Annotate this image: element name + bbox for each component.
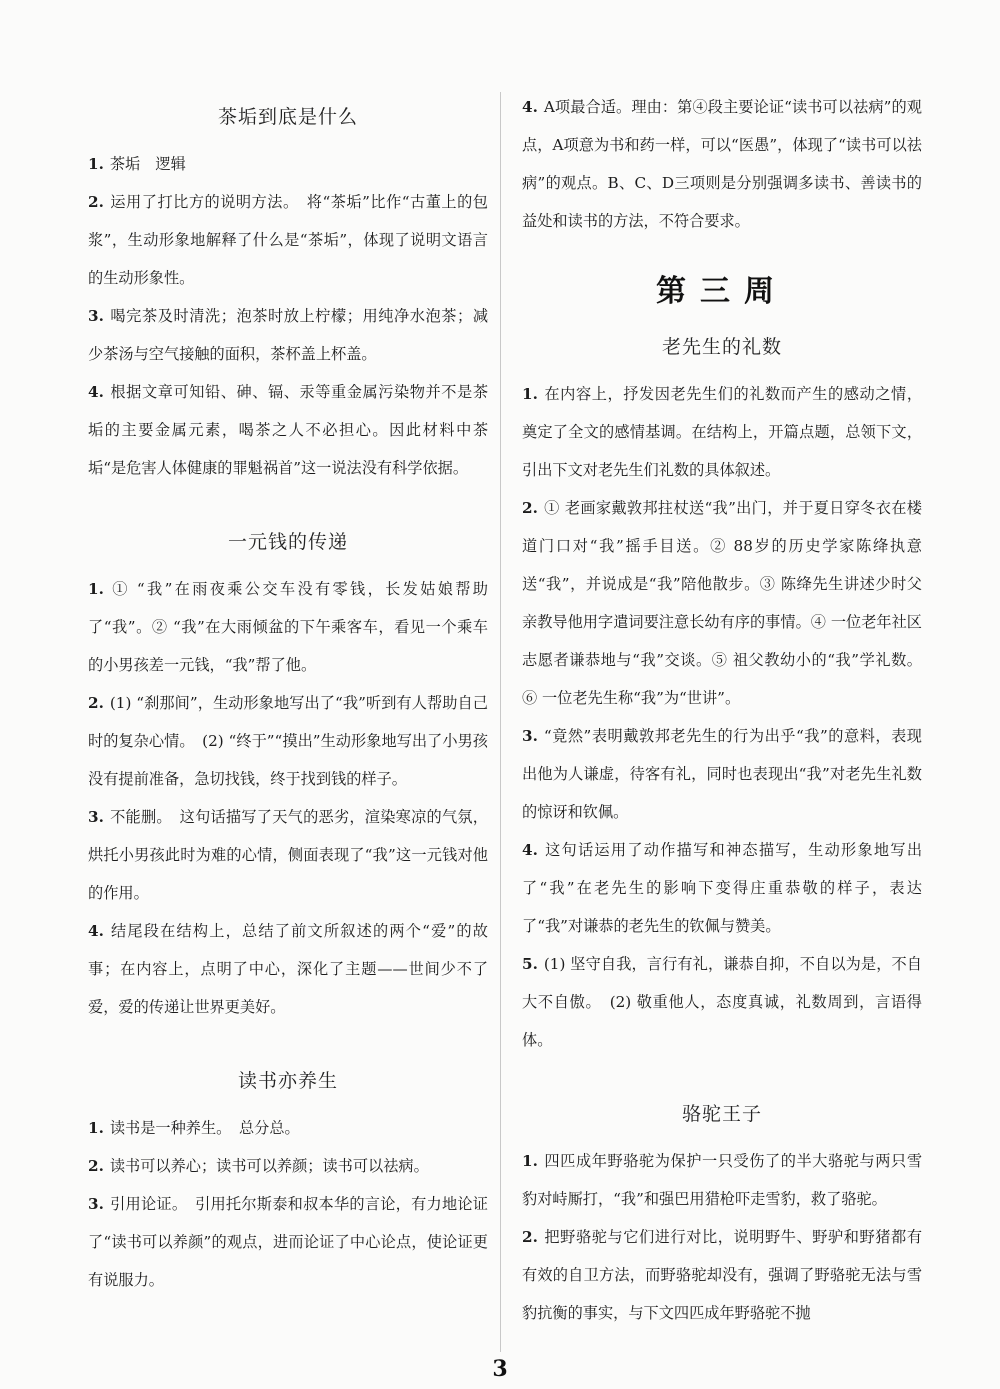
section-title-camel-prince: 骆驼王子	[681, 1103, 762, 1125]
answer-item: 2. 运用了打比方的说明方法。 将“茶垢”比作“古董上的包浆”，生动形象地解释了什么是“茶垢”，体现了说明文语言的生动形象性。	[88, 193, 488, 287]
answer-item: 2. 把野骆驼与它们进行对比，说明野牛、野驴和野猪都有有效的自卫方法，而野骆驼却没有，强调了野骆驼无法与雪豹抗衡的事实，与下文四匹成年野骆驼不抛	[522, 1228, 922, 1322]
page-number: 3	[492, 1356, 508, 1382]
answer-item: 1. 四匹成年野骆驼为保护一只受伤了的半大骆驼与两只雪豹对峙厮打，“我”和强巴用猎枪吓走雪豹，救了骆驼。	[522, 1152, 922, 1208]
answer-item: 4. 这句话运用了动作描写和神态描写，生动形象地写出了“我”在老先生的影响下变得庄重恭敬的样子，表达了“我”对谦恭的老先生的钦佩与赞美。	[522, 841, 922, 935]
right-column	[522, 88, 922, 1332]
answer-item: 4. 根据文章可知铅、砷、镉、汞等重金属污染物并不是茶垢的主要金属元素，喝茶之人不必担心。因此材料中茶垢“是危害人体健康的罪魁祸首”这一说法没有科学依据。	[88, 383, 488, 477]
answer-item: 1. 茶垢 逻辑	[88, 155, 186, 173]
answer-item: 4. 结尾段在结构上，总结了前文所叙述的两个“爱”的故事；在内容上，点明了中心，深化了主题——世间少不了爱，爱的传递让世界更美好。	[88, 922, 488, 1016]
answer-item: 2. 读书可以养心；读书可以养颜；读书可以祛病。	[88, 1157, 429, 1175]
answer-item: 3. 引用论证。 引用托尔斯泰和叔本华的言论，有力地论证了“读书可以养颜”的观点，进而论证了中心论点，使论证更有说服力。	[88, 1195, 488, 1289]
answer-item: 3. 喝完茶及时清洗；泡茶时放上柠檬；用纯净水泡茶；减少茶汤与空气接触的面积，茶杯盖上杯盖。	[88, 307, 488, 363]
answer-item: 1. 在内容上，抒发因老先生们的礼数而产生的感动之情，奠定了全文的感情基调。在结构上，开篇点题，总领下文，引出下文对老先生们礼数的具体叙述。	[522, 385, 922, 479]
answer-item: 4. A项最合适。理由：第④段主要论证“读书可以祛病”的观点，A项意为书和药一样，可以“医愚”，体现了“读书可以祛病”的观点。B、C、D三项则是分别强调多读书、善读书的益处和读书的方法，不符合要求。	[522, 98, 922, 230]
answer-item: 3. “竟然”表明戴敦邦老先生的行为出乎“我”的意料，表现出他为人谦虚，待客有礼，同时也表现出“我”对老先生礼数的惊讶和钦佩。	[522, 727, 922, 821]
answer-item: 2. (1) “刹那间”，生动形象地写出了“我”听到有人帮助自己时的复杂心情。 (2) “终于”“摸出”生动形象地写出了小男孩没有提前准备，急切找钱，终于找到钱的样子。	[88, 694, 488, 788]
section-title-reading: 读书亦养生	[237, 1070, 338, 1092]
column-divider	[500, 92, 501, 1352]
section-title-tea-stain: 茶垢到底是什么	[217, 106, 358, 128]
answer-item: 2. ① 老画家戴敦邦拄杖送“我”出门，并于夏日穿冬衣在楼道门口对“我”摇手目送。② 88岁的历史学家陈绛执意送“我”，并说成是“我”陪他散步。③ 陈绛先生讲述少时父亲教导他用字遣词要注意长幼有序的事情。④ 一位老年社区志愿者谦恭地与“我”交谈。⑤ 祖父教幼小的“我”学礼数。⑥ 一位老先生称“我”为“世讲”。	[522, 499, 922, 707]
answer-item: 3. 不能删。 这句话描写了天气的恶劣，渲染寒凉的气氛，烘托小男孩此时为难的心情，侧面表现了“我”这一元钱对他的作用。	[88, 808, 488, 902]
section-title-etiquette: 老先生的礼数	[661, 336, 782, 358]
section-title-one-yuan: 一元钱的传递	[227, 531, 348, 553]
answer-item: 1. ① “我”在雨夜乘公交车没有零钱，长发姑娘帮助了“我”。② “我”在大雨倾盆的下午乘客车，看见一个乘车的小男孩差一元钱，“我”帮了他。	[88, 580, 488, 674]
answer-item: 5. (1) 坚守自我，言行有礼，谦恭自抑，不自以为是，不自大不自傲。 (2) 敬重他人，态度真诚，礼数周到，言语得体。	[522, 955, 922, 1049]
week-title: 第三周	[656, 274, 788, 309]
answer-item: 1. 读书是一种养生。 总分总。	[88, 1119, 300, 1137]
left-column	[88, 88, 488, 1299]
